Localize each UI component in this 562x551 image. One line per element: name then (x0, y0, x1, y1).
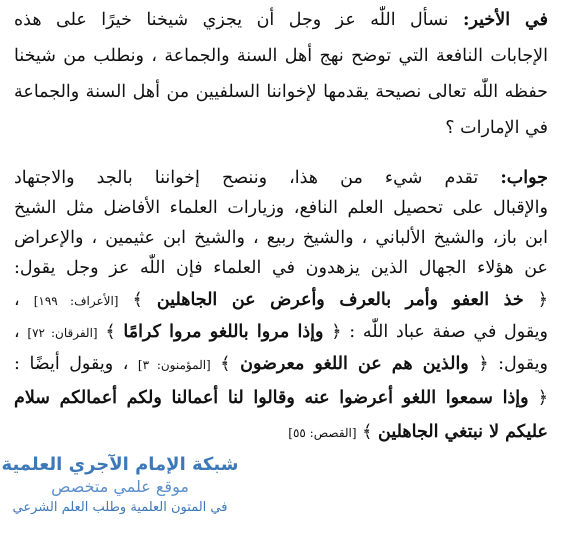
p2-line-7-pre: ويقول: (498, 354, 548, 374)
p2-line-6-pre: ويقول في صفة عباد اللّٰه : (349, 322, 548, 342)
p1-line-2: الإجابات النافعة التي توضح نهج أهل السنة والجماعة ، ونطلب من شيخنا (14, 46, 548, 66)
verse-1: خذ العفو وأمر بالعرف وأعرض عن الجاهلين (156, 290, 524, 310)
verse-4-part-2: عليكم لا نبتغي الجاهلين (378, 422, 548, 442)
verse-4-ref: [القصص: ٥٥] (288, 426, 357, 440)
p2-verse-line-3 (14, 350, 548, 378)
verse-4-part-1: وإذا سمعوا اللغو أعرضوا عنه وقالوا لنا أعمالنا ولكم أعمالكم سلام (14, 388, 529, 408)
p2-verse-line-2: ويقول في صفة عباد اللّٰه : ﴿ وإذا مروا باللغو مروا كرامًا ﴾ [الفرقان: ٧٢] ، (14, 322, 548, 342)
verse-1-ref: [الأعراف: ١٩٩] (33, 294, 119, 308)
p2-line-2: والإقبال على تحصيل العلم النافع، وزيارات العلماء الأفاضل مثل الشيخ (14, 198, 548, 218)
ornate-bracket-close: ﴾ (362, 422, 373, 442)
p2-line-1 (14, 164, 548, 192)
ornate-bracket-open: ﴿ (331, 322, 342, 342)
ornate-bracket-open: ﴿ (478, 354, 489, 374)
verse-2: وإذا مروا باللغو مروا كرامًا (123, 322, 324, 342)
verse-3: والذين هم عن اللغو معرضون (240, 354, 469, 374)
ornate-bracket-close: ﴾ (220, 354, 231, 374)
p1-line-1-text: نسأل اللّٰه عز وجل أن يجزي شيخنا خيرًا على هذه (14, 10, 449, 30)
p2-line-4: عن هؤلاء الجهال الذين يزهدون في العلماء فإن اللّٰه عز وجل يقول: (14, 258, 548, 278)
ornate-bracket-open: ﴿ (537, 388, 548, 408)
p2-verse-line-4 (14, 384, 548, 412)
watermark-description: في المتون العلمية وطلب العلم الشرعي (12, 500, 228, 515)
p1-line-1 (14, 6, 548, 34)
verse-3-ref: [المؤمنون: ٣] (137, 358, 211, 372)
p2-lead: جواب: (500, 168, 548, 188)
ornate-bracket-open: ﴿ (537, 290, 548, 310)
verse-2-ref: [الفرقان: ٧٢] (27, 326, 98, 340)
p1-line-3: حفظه اللّٰه تعالى نصيحة يقدمها لإخواننا السلفيين من أهل السنة والجماعة (14, 82, 548, 102)
p2-line-1-text: تقدم شيء من هذا، وننصح إخواننا بالجد والاجتهاد (14, 168, 479, 188)
ornate-bracket-close: ﴾ (105, 322, 116, 342)
watermark-subtitle: موقع علمي متخصص (51, 477, 189, 496)
watermark-title: شبكة الإمام الآجري العلمية (1, 454, 239, 475)
p2-verse-line-5 (240, 418, 548, 446)
p1-lead: في الأخير: (463, 10, 548, 30)
p1-line-4: في الإمارات ؟ (445, 118, 548, 138)
p2-line-7-post: ، ويقول أيضًا : (14, 354, 129, 374)
ornate-bracket-close: ﴾ (132, 290, 143, 310)
site-watermark (0, 452, 240, 530)
p2-verse-line-1: ﴿ خذ العفو وأمر بالعرف وأعرض عن الجاهلين ﴾ [الأعراف: ١٩٩] ، (14, 290, 548, 310)
p2-line-3: ابن باز، والشيخ الألباني ، والشيخ ربيع ، والشيخ ابن عثيمين ، والإعراض (14, 228, 548, 248)
